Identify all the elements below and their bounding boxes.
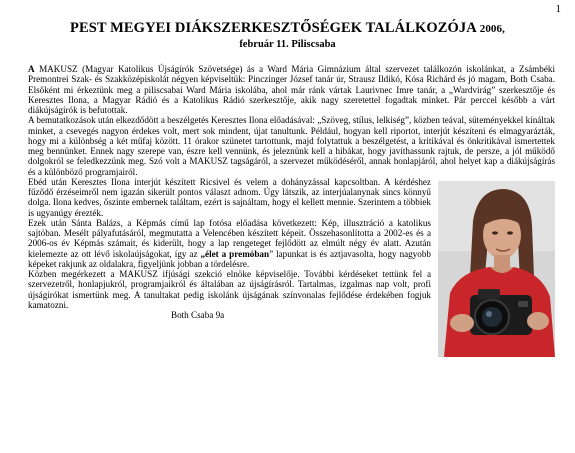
title-main: PEST MEGYEI DIÁKSZERKESZTŐSÉGEK TALÁLKOZÓJA bbox=[70, 20, 476, 36]
paragraph-4: Ezek után Sánta Balázs, a Képmás című lap fotósa előadása következett: Kép, illusztráció a katolikus sajtóban. Mesélt pályafutásáról, megmutatta a Velencében készített képeit. Összehasonlította a 2002-es és a 2006-os év Képmás számait, és kiderült, hogy a lap rengeteget fejlődött az elmúlt négy év alatt. Azután kielemezte az ott lévő iskolaújságokat, így az „élet a premóban” lapunkat is és aztjavasolta, hogy nagyobb képeket rakjunk az oldalakra, figyeljünk jobban a tördelésre. bbox=[28, 217, 431, 269]
date-location-line: február 11. Piliscsaba bbox=[239, 39, 336, 50]
paragraph-3: Ebéd után Keresztes Ilona interjút készített Ricsivel és velem a dohányzással kapcsoltban. A kérdéshez fűződő érzéseimről nem igazán sikerült pontos választ adnom. Úgy látszik, az interjúalanynak sincs könnyű dolga. Ilona kedves, őszinte embernek találtam, ezért is sajnáltam, hogy el kellett mennie. Szerintem a többiek is ugyanúgy érezték. bbox=[28, 176, 431, 218]
paragraph-1: A MAKUSZ (Magyar Katolikus Újságírók Szövetsége) ás a Ward Mária Gimnázium által szervezet találkozón iskolánkat, a Zsámbéki Premontrei Szak- és Szakközépiskolát négyen képviseltük: Pinczinger József tanár úr, Strausz Ildikó, Kósa Richárd és jó magam, Both Csaba. Elsőként mi érkeztünk meg a piliscsabai Ward Mária iskolába, ahol már ránk vártak Laurivnec Imre tanár, a „Wardvirág” szerkesztője és Keresztes Ilona, a Magyar Rádió és a Katolikus Rádió szerkesztője, akik nagy szeretettel fogadtak minket. Pár perccel később a várt diákújságírók is befutottak. bbox=[28, 64, 555, 115]
photo-illustration bbox=[438, 181, 555, 357]
paragraph-5: Közben megérkezett a MAKUSZ ifjúsági szekció elnöke képviselője. További kérdéseket tettünk fel a szervezetről, honlapjukról, programjaikról és általában az újságírásról. Tartalmas, izgalmas nap volt, profi újságírókat ismertünk meg. A tanultakat pedig iskolánk újságának színvonalas fejlődése érdekében fogjuk kamatozni. bbox=[28, 269, 431, 310]
author-signature: Both Csaba 9a bbox=[171, 310, 225, 320]
article-body bbox=[28, 64, 555, 359]
newspaper-name: „élet a premóban bbox=[200, 248, 270, 259]
lead-letter: A bbox=[28, 64, 35, 74]
title-year: 2006, bbox=[479, 23, 505, 35]
paragraph-2: A bemutatkozások után elkezdődött a beszélgetés Keresztes Ilona előadásával: „Szöveg, stílus, lelkiség”, közben teával, süteményekkel kínáltak minket, a csevegés nagyon érdekes volt, mert sok mindent, újat tanultunk. Például, hogyan kell riportot, interjút készíteni és elmagyarázták, hogy mi a különbség a két műfaj között. 11 órakor szünetet tartottunk, majd folytattuk a beszélgetést, a kritikával és önkritikával ismertettek meg bennünket. Ennek nagy szerepe van, észre kell vennünk, és jeleznünk kell a hibákat, hogy javíthassunk rajtuk, de persze, a jól működő dolgokról se feledkezzünk meg. Szó volt a MAKUSZ tagságáról, a szervezet működéséről, annak honlapjáról, ahol helyet kap a diákújságírás és a különböző programjairól. bbox=[28, 115, 555, 177]
student-with-camera-photo bbox=[438, 181, 555, 357]
article-title bbox=[0, 20, 575, 37]
page-number: 1 bbox=[555, 3, 561, 15]
